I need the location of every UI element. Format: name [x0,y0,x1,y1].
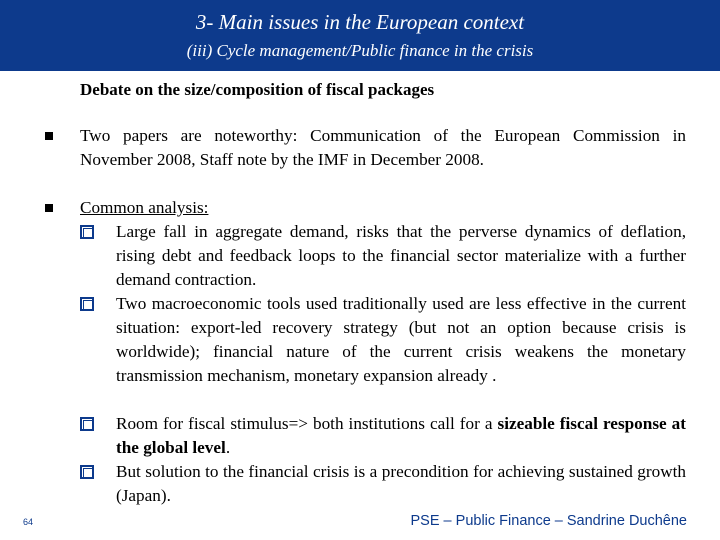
slide-header [0,0,720,71]
sub-bullet-text: Large fall in aggregate demand, risks that the perverse dynamics of deflation, rising debt and feedback loops to the financial sector materialize with a further demand contraction. [116,222,686,289]
slide-title: 3- Main issues in the European context [195,10,525,34]
slide-subtitle: (iii) Cycle management/Public finance in the crisis [186,41,534,60]
checkbox-bullet-icon [80,297,94,311]
sub-bullet-emphasis: sizeable fiscal response at the global level [116,414,686,457]
sub-bullet-text [116,412,686,460]
sub-bullet-item [80,220,686,292]
checkbox-bullet-icon [80,417,94,431]
square-bullet-icon [42,196,56,220]
sub-bullet-text: But solution to the financial crisis is a precondition for achieving sustained growth (Japan). [116,462,686,505]
sub-bullet-item [80,460,686,508]
section-title: Debate on the size/composition of fiscal packages [80,80,435,99]
sub-bullet-text: Two macroeconomic tools used traditionally used are less effective in the current situation: export-led recovery strategy (but not an option because crisis is worldwide); financial nature of the current crisis weakens the monetary transmission mechanism, monetary expansion already . [116,294,686,385]
page-number: 64 [23,517,34,527]
square-bullet-icon [42,124,56,148]
bullet-text: Common analysis: [80,198,209,217]
checkbox-bullet-icon [80,465,94,479]
footer-text: PSE – Public Finance – Sandrine Duchêne [410,513,687,529]
sub-bullet-item [80,412,686,460]
sub-bullet-item [80,292,686,388]
sub-bullet-text-start: Room for fiscal stimulus=> both institutions call for a [116,414,498,433]
checkbox-bullet-icon [80,225,94,239]
bullet-text: Two papers are noteworthy: Communication of the European Commission in November 2008, Staff note by the IMF in December 2008. [80,126,686,169]
sub-bullet-text-end: . [225,438,231,457]
